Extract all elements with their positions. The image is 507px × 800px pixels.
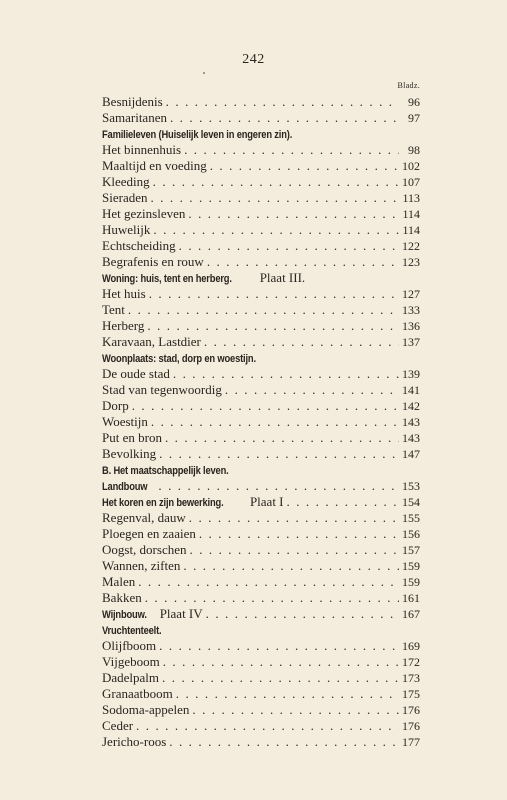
dot-leader: [132, 398, 399, 414]
toc-entry: [102, 254, 420, 270]
toc-entry: [102, 446, 420, 462]
toc-entry: [102, 622, 420, 638]
toc-entry-page: 173: [402, 671, 420, 685]
dot-leader: [128, 302, 399, 318]
toc-entry: [102, 222, 420, 238]
toc-entry-label: Regenval, dauw: [102, 510, 186, 525]
toc-entry-page: 107: [402, 175, 420, 189]
toc-entry-page: 167: [402, 607, 420, 621]
dot-leader: [210, 158, 399, 174]
toc-entry-page: 157: [402, 543, 420, 557]
toc-entry-label: Het huis: [102, 286, 146, 301]
toc-entry-page: 122: [402, 239, 420, 253]
toc-entry-label: Familieleven (Huiselijk leven in engeren zin).: [102, 129, 293, 141]
toc-entry: [102, 718, 420, 734]
dot-leader: [183, 558, 399, 574]
toc-entry-page: 176: [402, 719, 420, 733]
table-of-contents: [102, 94, 420, 750]
toc-entry-label: Besnijdenis: [102, 94, 163, 109]
toc-entry-label: Woning: huis, tent en herberg.: [102, 273, 232, 285]
toc-entry: [102, 206, 420, 222]
toc-entry-page: 133: [402, 303, 420, 317]
toc-entry-page: 96: [408, 95, 420, 109]
dot-leader: [207, 254, 399, 270]
toc-entry-page: 123: [402, 255, 420, 269]
toc-entry: [102, 510, 420, 526]
dot-leader: [165, 430, 399, 446]
toc-entry: [102, 574, 420, 590]
dot-leader: [159, 446, 399, 462]
toc-entry: [102, 398, 420, 414]
toc-entry-label: Wannen, ziften: [102, 558, 181, 573]
toc-entry-page: 172: [402, 655, 420, 669]
toc-entry-label: Het koren en zijn bewerking.: [102, 497, 224, 509]
toc-entry: [102, 94, 420, 110]
toc-entry-label: Jericho-roos: [102, 734, 167, 749]
toc-entry-label: Granaatboom: [102, 686, 173, 701]
toc-entry: [102, 590, 420, 606]
toc-entry: [102, 462, 420, 478]
dot-leader: [145, 590, 399, 606]
toc-entry: [102, 558, 420, 574]
toc-entry-label: Landbouw: [102, 481, 148, 493]
toc-entry-label: Olijfboom: [102, 638, 157, 653]
toc-entry-page: 177: [402, 735, 420, 749]
toc-entry-label: Kleeding: [102, 174, 150, 189]
toc-entry: [102, 110, 420, 126]
toc-entry-label: Dorp: [102, 398, 129, 413]
toc-entry-label: Herberg: [102, 318, 145, 333]
toc-entry: [102, 190, 420, 206]
dot-leader: [147, 318, 399, 334]
dot-leader: [188, 206, 399, 222]
toc-entry-page: 175: [402, 687, 420, 701]
toc-entry-label: Ploegen en zaaien: [102, 526, 196, 541]
dot-leader: [169, 734, 399, 750]
toc-entry-label: Vijgeboom: [102, 654, 160, 669]
toc-entry-page: 143: [402, 415, 420, 429]
toc-entry-page: 141: [402, 383, 420, 397]
toc-entry: [102, 654, 420, 670]
dot-leader: [179, 238, 399, 254]
toc-entry-label: Sodoma-appelen: [102, 702, 190, 717]
toc-entry-page: 147: [402, 447, 420, 461]
dot-leader: [176, 686, 399, 702]
toc-entry-page: 127: [402, 287, 420, 301]
toc-entry-label: Begrafenis en rouw: [102, 254, 204, 269]
toc-entry-page: 114: [402, 207, 420, 221]
toc-entry-label: Stad van tegenwoordig: [102, 382, 222, 397]
toc-entry-label: Bevolking: [102, 446, 157, 461]
toc-entry-page: 136: [402, 319, 420, 333]
toc-entry-label: Woestijn: [102, 414, 148, 429]
toc-entry-label: Ceder: [102, 718, 134, 733]
dot-leader: [189, 510, 399, 526]
toc-entry-label: Het binnenhuis: [102, 142, 182, 157]
toc-entry-plate-ref: Plaat IV: [159, 606, 203, 621]
toc-entry: [102, 526, 420, 542]
toc-entry-page: 159: [402, 559, 420, 573]
toc-entry: [102, 286, 420, 302]
toc-entry: [102, 542, 420, 558]
dot-leader: [150, 190, 399, 206]
toc-entry-page: 176: [402, 703, 420, 717]
toc-entry-label: Echtscheiding: [102, 238, 176, 253]
dot-leader: [159, 638, 399, 654]
toc-entry-label: Sieraden: [102, 190, 148, 205]
toc-entry-page: 143: [402, 431, 420, 445]
toc-entry-label: Oogst, dorschen: [102, 542, 187, 557]
dot-leader: [153, 222, 399, 238]
toc-entry-label: Put en bron: [102, 430, 162, 445]
toc-entry: [102, 478, 420, 494]
toc-entry-label: Tent: [102, 302, 125, 317]
toc-entry-page: 114: [402, 223, 420, 237]
dot-leader: [153, 174, 399, 190]
dot-leader: [163, 654, 399, 670]
toc-entry: [102, 702, 420, 718]
toc-entry-page: 139: [402, 367, 420, 381]
toc-entry-label: Bakken: [102, 590, 142, 605]
dot-leader: [225, 382, 399, 398]
toc-entry: [102, 238, 420, 254]
toc-entry: [102, 126, 420, 142]
toc-entry-label: Huwelijk: [102, 222, 151, 237]
dot-leader: [199, 526, 399, 542]
toc-entry-page: 137: [402, 335, 420, 349]
toc-entry-page: 142: [402, 399, 420, 413]
toc-entry-label: Dadelpalm: [102, 670, 160, 685]
toc-entry-label: Samaritanen: [102, 110, 167, 125]
toc-entry-page: 98: [408, 143, 420, 157]
dot-leader: [149, 286, 399, 302]
toc-entry-page: 159: [402, 575, 420, 589]
toc-entry-plate-ref: Plaat I: [249, 494, 284, 509]
toc-entry-label: Malen: [102, 574, 136, 589]
toc-entry-page: 156: [402, 527, 420, 541]
dot-leader: [170, 110, 399, 126]
toc-entry: [102, 366, 420, 382]
toc-entry-label: Woonplaats: stad, dorp en woestijn.: [102, 353, 256, 365]
toc-entry: [102, 174, 420, 190]
dot-leader: [173, 366, 399, 382]
dot-leader: [192, 702, 399, 718]
toc-entry-plate-ref: Plaat III.: [259, 270, 306, 285]
toc-entry: [102, 302, 420, 318]
toc-entry-page: 161: [402, 591, 420, 605]
dot-leader: [184, 142, 399, 158]
toc-entry: [102, 382, 420, 398]
toc-entry-page: 97: [408, 111, 420, 125]
toc-entry: [102, 638, 420, 654]
dot-leader: [287, 494, 399, 510]
toc-entry-page: 102: [402, 159, 420, 173]
toc-entry-label: Wijnbouw.: [102, 609, 147, 621]
toc-entry-page: 169: [402, 639, 420, 653]
dot-leader: [204, 334, 399, 350]
dot-leader: [136, 718, 399, 734]
toc-entry-label: Karavaan, Lastdier: [102, 334, 201, 349]
toc-entry: [102, 670, 420, 686]
toc-entry-page: 113: [402, 191, 420, 205]
toc-entry-label: Maaltijd en voeding: [102, 158, 207, 173]
dot-leader: [166, 94, 399, 110]
toc-entry-label: Vruchtenteelt.: [102, 625, 162, 637]
toc-entry: [102, 430, 420, 446]
toc-entry: [102, 318, 420, 334]
dot-leader: [162, 670, 399, 686]
toc-entry: [102, 414, 420, 430]
toc-entry: [102, 334, 420, 350]
page-number: 242: [242, 52, 265, 67]
dot-leader: [190, 542, 400, 558]
dot-leader: [151, 414, 399, 430]
toc-entry: [102, 270, 420, 286]
toc-entry-page: 153: [402, 479, 420, 493]
toc-entry: [102, 686, 420, 702]
toc-entry: [102, 158, 420, 174]
dot-leader: [158, 478, 399, 494]
toc-entry-label: Het gezinsleven: [102, 206, 186, 221]
toc-entry-page: 154: [402, 495, 420, 509]
toc-entry-label: B. Het maatschappelijk leven.: [102, 465, 229, 477]
toc-entry: [102, 494, 420, 510]
dot-leader: [206, 606, 399, 622]
toc-entry: [102, 734, 420, 750]
paper-speck: [203, 72, 205, 74]
toc-entry-label: De oude stad: [102, 366, 170, 381]
toc-entry: [102, 142, 420, 158]
toc-entry-page: 155: [402, 511, 420, 525]
toc-entry: [102, 606, 420, 622]
dot-leader: [138, 574, 399, 590]
column-header: Bladz.: [397, 81, 420, 90]
toc-entry: [102, 350, 420, 366]
